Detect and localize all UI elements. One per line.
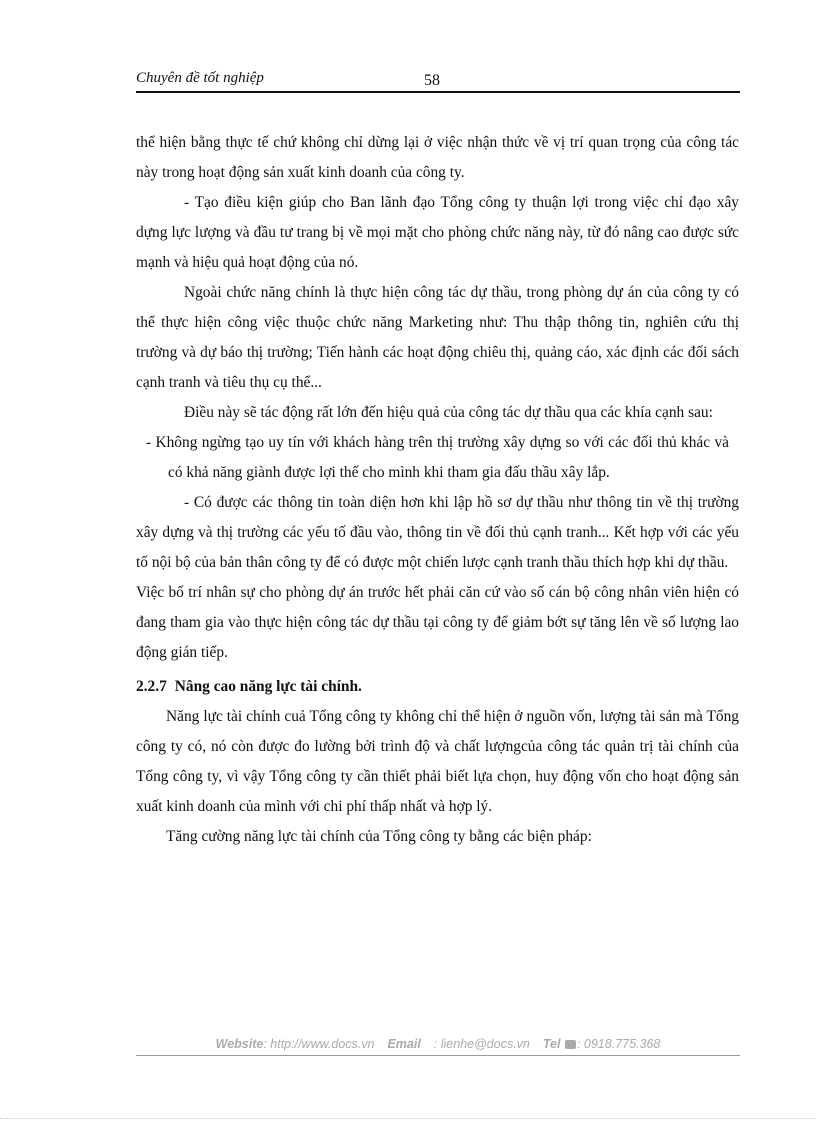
footer-website-label: Website — [215, 1037, 264, 1051]
page-bottom-border — [0, 1118, 816, 1119]
footer-tel-value: : 0918.775.368 — [576, 1037, 661, 1051]
section-number: 2.2.7 — [136, 678, 167, 695]
paragraph-3: Ngoài chức năng chính là thực hiện công tác dự thầu, trong phòng dự án của công ty có thể thực hiện công việc thuộc chức năng Marketing như: Thu thập thông tin, nghiên cứu thị trường và dự báo thị trường; Tiến hành các hoạt động chiêu thị, quảng cáo, xác định các đối sách cạnh tranh và tiêu thụ cụ thể... — [136, 284, 739, 391]
paragraph-2: - Tạo điều kiện giúp cho Ban lãnh đạo Tổng công ty thuận lợi trong việc chỉ đạo xây dựng lực lượng và đầu tư trang bị về mọi mặt cho phòng chức năng này, từ đó nâng cao được sức mạnh và hiệu quả hoạt động của nó. — [136, 194, 739, 271]
section-paragraph-2: Tăng cường năng lực tài chính của Tổng công ty bằng các biện pháp: — [166, 828, 592, 845]
footer-email-link[interactable]: : lienhe@docs.vn — [433, 1037, 530, 1051]
paragraph-7: Việc bố trí nhân sự cho phòng dự án trước hết phải căn cứ vào số cán bộ công nhân viên hiện có đang tham gia vào thực hiện công tác dự thầu tại công ty để giảm bớt sự tăng lên về số lượng lao động gián tiếp. — [136, 584, 739, 661]
document-body — [136, 128, 739, 852]
footer — [136, 1037, 740, 1051]
footer-website-link[interactable]: : http://www.docs.vn — [263, 1037, 375, 1051]
section-heading — [136, 672, 739, 702]
paragraph-6: - Có được các thông tin toàn diện hơn khi lập hồ sơ dự thầu như thông tin về thị trường xây dựng và thị trường các yếu tố đầu vào, thông tin về đối thủ cạnh tranh... Kết hợp với các yếu tố nội bộ của bản thân công ty để có được một chiến lược cạnh tranh thầu thích hợp khi dự thầu. — [136, 494, 739, 571]
page-number: 58 — [424, 72, 440, 89]
phone-icon — [565, 1040, 576, 1049]
footer-tel-label: Tel — [542, 1037, 561, 1051]
footer-rule — [136, 1055, 740, 1056]
paragraph-4: Điều này sẽ tác động rất lớn đến hiệu quả của công tác dự thầu qua các khía cạnh sau: — [184, 404, 713, 421]
section-paragraph-1: Năng lực tài chính cuả Tổng công ty không chỉ thể hiện ở nguồn vốn, lượng tài sản mà Tổng công ty có, nó còn được đo lường bởi trình độ và chất lượngcủa công tác quản trị tài chính của Tổng công ty, vì vậy Tổng công ty cần thiết phải biết lựa chọn, huy động vốn cho hoạt động sản xuất kinh doanh của mình với chi phí thấp nhất và hợp lý. — [136, 708, 739, 815]
header-rule — [136, 91, 740, 93]
section-title: Nâng cao năng lực tài chính. — [174, 678, 362, 695]
paragraph-1: thể hiện bằng thực tế chứ không chỉ dừng lại ở việc nhận thức về vị trí quan trọng của công tác này trong hoạt động sản xuất kinh doanh của công ty. — [136, 134, 739, 181]
paragraph-5: - Không ngừng tạo uy tín với khách hàng trên thị trường xây dựng so với các đối thủ khác và có khả năng giành được lợi thế cho mình khi tham gia đấu thầu xây lắp. — [146, 434, 729, 481]
footer-email-label: Email — [387, 1037, 421, 1051]
header-title: Chuyên đề tốt nghiệp — [136, 70, 264, 86]
